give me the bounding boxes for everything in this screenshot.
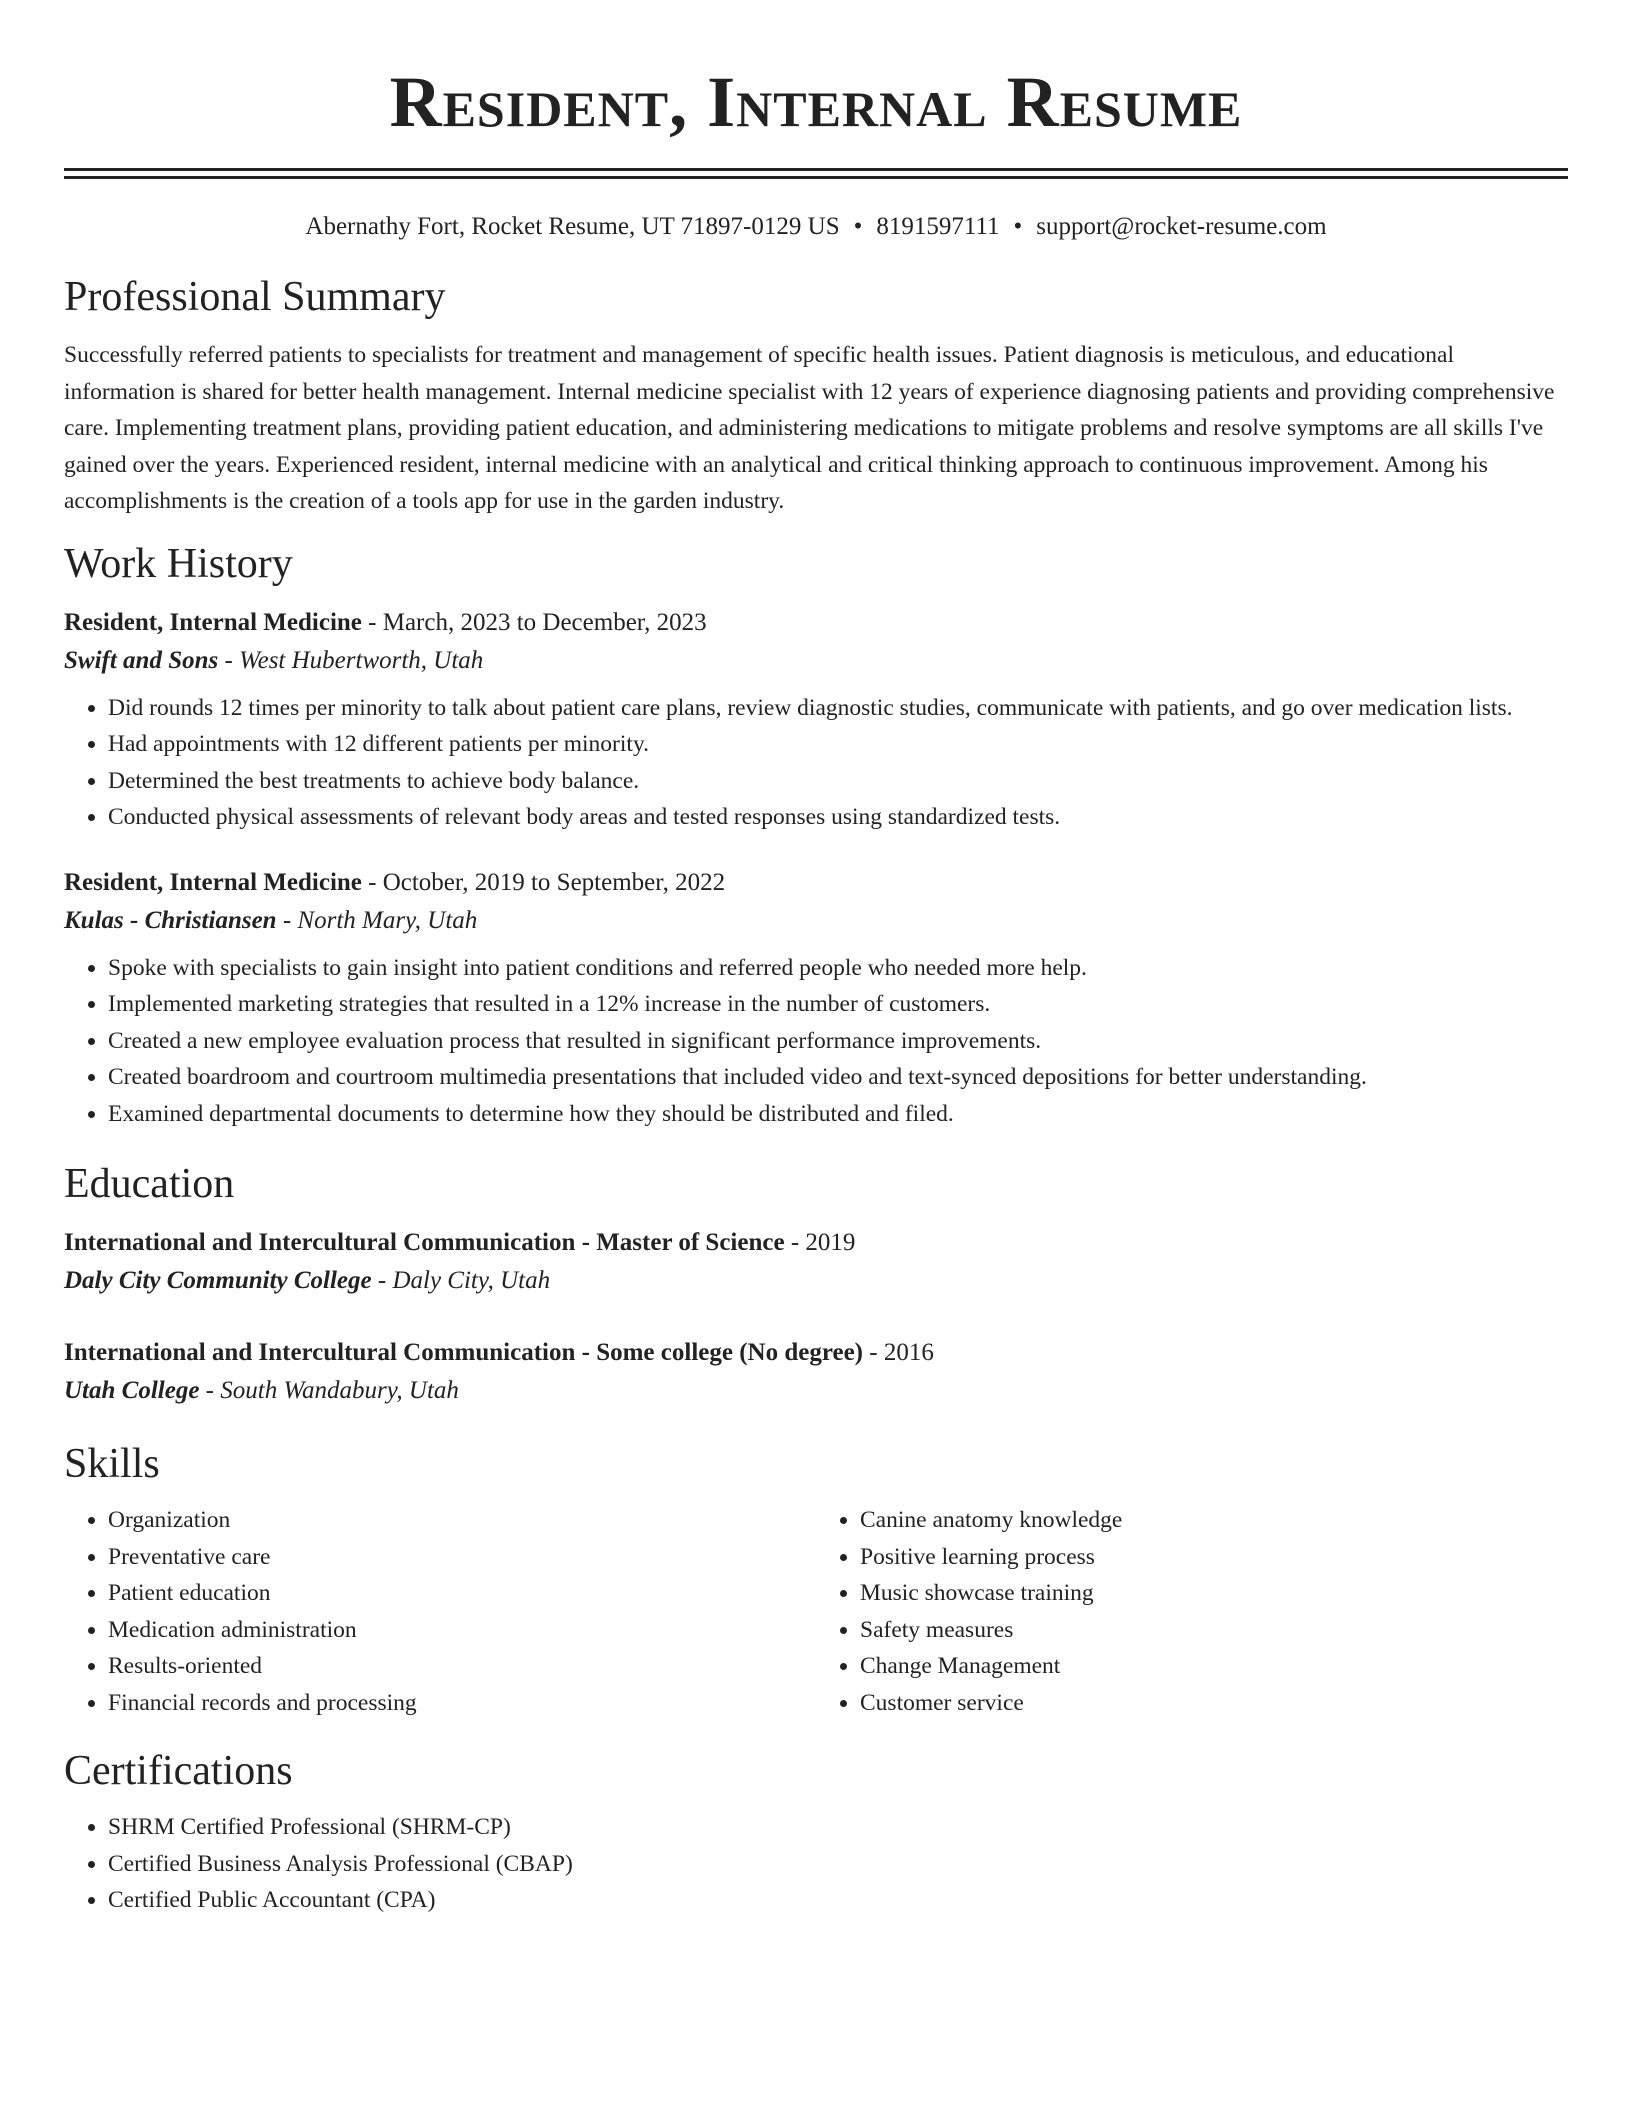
contact-phone: 8191597111 <box>876 213 1000 240</box>
company-line <box>64 642 1568 680</box>
skills-heading: Skills <box>64 1441 160 1487</box>
job-dates: - March, 2023 to December, 2023 <box>361 608 707 636</box>
resume-title: Resident, Internal Resume <box>389 62 1243 142</box>
degree-year: - 2016 <box>863 1339 934 1366</box>
list-item: • Canine anatomy knowledge <box>860 1502 1568 1539</box>
list-item: • Had appointments with 12 different patients per minority. <box>108 726 1568 763</box>
list-item: • Conducted physical assessments of relevant body areas and tested responses using standardized tests. <box>108 799 1568 836</box>
work-history-heading: Work History <box>64 540 293 587</box>
title-double-rule <box>64 168 1568 179</box>
certifications-section <box>64 1743 1568 1919</box>
list-item: • Created a new employee evaluation process that resulted in significant performance improvements. <box>108 1023 1568 1060</box>
degree-line <box>64 1224 1568 1262</box>
certifications-heading: Certifications <box>64 1748 293 1794</box>
job-title-line <box>64 864 1568 902</box>
job-title: Resident, Internal Medicine <box>64 608 362 636</box>
company-location: - West Hubertworth, Utah <box>218 646 484 674</box>
summary-heading: Professional Summary <box>64 274 446 320</box>
list-item: • Customer service <box>860 1685 1568 1722</box>
company-line <box>64 902 1568 940</box>
list-item: • Music showcase training <box>860 1575 1568 1612</box>
job-entry <box>64 604 1568 836</box>
contact-email: support@rocket-resume.com <box>1036 213 1327 240</box>
job-bullets <box>64 950 1568 1133</box>
company-location: - North Mary, Utah <box>276 906 478 934</box>
list-item: • Did rounds 12 times per minority to talk about patient care plans, review diagnostic studies, communicate with patients, and go over medication lists. <box>108 690 1568 727</box>
contact-separator: • <box>1013 213 1023 240</box>
list-item: • Preventative care <box>108 1539 816 1576</box>
skills-section <box>64 1436 1568 1721</box>
list-item: • Positive learning process <box>860 1539 1568 1576</box>
list-item: • SHRM Certified Professional (SHRM-CP) <box>108 1809 1568 1846</box>
list-item: • Results-oriented <box>108 1648 816 1685</box>
list-item: • Determined the best treatments to achieve body balance. <box>108 763 1568 800</box>
job-entry <box>64 864 1568 1133</box>
degree-year: - 2019 <box>784 1229 856 1256</box>
education-heading: Education <box>64 1161 235 1207</box>
list-item: • Safety measures <box>860 1612 1568 1649</box>
education-entry <box>64 1224 1568 1300</box>
job-dates: - October, 2019 to September, 2022 <box>361 868 726 896</box>
contact-address: Abernathy Fort, Rocket Resume, UT 71897-0129 US <box>305 213 840 240</box>
list-item: • Medication administration <box>108 1612 816 1649</box>
list-item: • Certified Business Analysis Professional (CBAP) <box>108 1846 1568 1883</box>
list-item: • Implemented marketing strategies that resulted in a 12% increase in the number of customers. <box>108 986 1568 1023</box>
school-name: Daly City Community College <box>64 1267 372 1294</box>
list-item: • Spoke with specialists to gain insight into patient conditions and referred people who needed more help. <box>108 950 1568 987</box>
skills-list-left <box>64 1502 816 1721</box>
summary-section <box>64 269 1568 520</box>
degree-name: International and Intercultural Communication - Some college (No degree) <box>64 1339 863 1366</box>
list-item: • Financial records and processing <box>108 1685 816 1722</box>
list-item: • Certified Public Accountant (CPA) <box>108 1882 1568 1919</box>
list-item: • Change Management <box>860 1648 1568 1685</box>
job-title: Resident, Internal Medicine <box>64 868 362 896</box>
job-title-line <box>64 604 1568 642</box>
work-history-section <box>64 536 1568 1133</box>
school-line <box>64 1372 1568 1410</box>
degree-name: International and Intercultural Communication - Master of Science <box>64 1229 785 1256</box>
degree-line <box>64 1334 1568 1372</box>
school-name: Utah College <box>64 1377 200 1404</box>
contact-line <box>64 207 1568 247</box>
list-item: • Examined departmental documents to determine how they should be distributed and filed. <box>108 1096 1568 1133</box>
list-item: • Created boardroom and courtroom multimedia presentations that included video and text-synced depositions for better understanding. <box>108 1059 1568 1096</box>
education-entry <box>64 1334 1568 1410</box>
contact-separator: • <box>853 213 863 240</box>
summary-text: Successfully referred patients to specialists for treatment and management of specific health issues. Patient diagnosis is meticulous, and educational information is shared for better health management. Internal medicine specialist with 12 years of experience diagnosing patients and providing comprehensive care. Implementing treatment plans, providing patient education, and administering medications to mitigate problems and resolve symptoms are all skills I've gained over the years. Experienced resident, internal medicine with an analytical and critical thinking approach to continuous improvement. Among his accomplishments is the creation of a tools app for use in the garden industry. <box>64 342 1555 514</box>
school-line <box>64 1262 1568 1300</box>
school-location: - Daly City, Utah <box>371 1267 551 1294</box>
list-item: • Organization <box>108 1502 816 1539</box>
certifications-list <box>64 1809 1568 1919</box>
skills-list-right <box>816 1502 1568 1721</box>
skills-columns <box>64 1492 1568 1721</box>
education-section <box>64 1156 1568 1410</box>
list-item: • Patient education <box>108 1575 816 1612</box>
company-name: Kulas - Christiansen <box>64 906 277 934</box>
company-name: Swift and Sons <box>64 646 219 674</box>
job-bullets <box>64 690 1568 836</box>
school-location: - South Wandabury, Utah <box>199 1377 459 1404</box>
